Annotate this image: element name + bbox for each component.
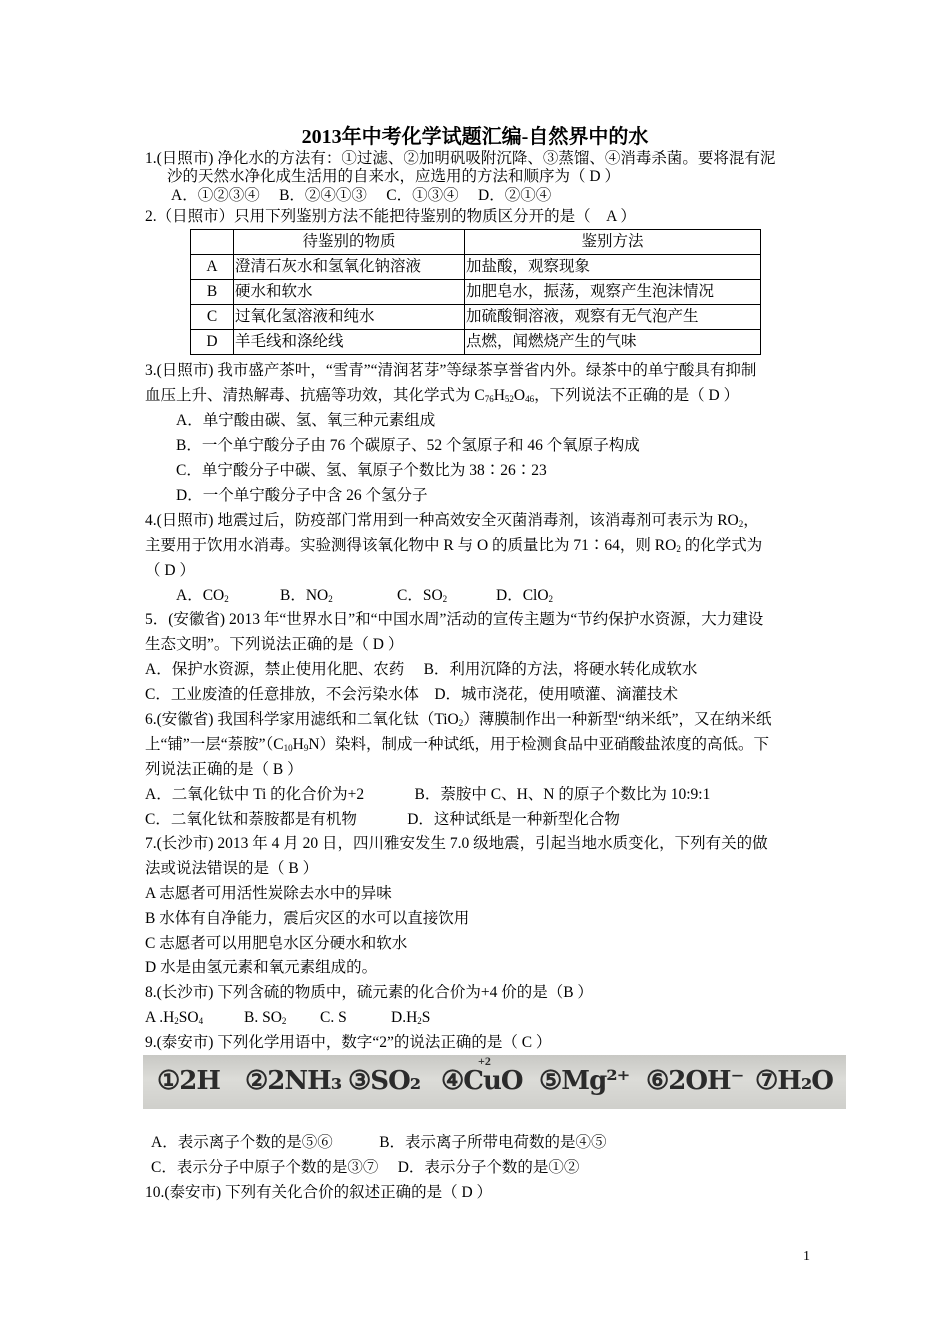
table-row <box>191 255 761 280</box>
row-label: C <box>191 305 234 330</box>
formula-1: ①2H <box>157 1066 220 1096</box>
q1-line-1: 1.(日照市) 净化水的方法有：①过滤、②加明矾吸附沉降、③蒸馏、④消毒杀菌。要将混有泥 <box>145 150 776 167</box>
q3-option-c: C．单宁酸分子中碳、氢、氧原子个数比为 38∶26∶23 <box>176 462 547 479</box>
q3-option-d: D．一个单宁酸分子中含 26 个氢分子 <box>176 487 428 504</box>
q4-line-2: 主要用于饮用水消毒。实验测得该氧化物中 R 与 O 的质量比为 71∶64，则 $RO_2$ 的化学式为 <box>145 537 763 554</box>
q9-options-line-2: C．表示分子中原子个数的是③⑦ D．表示分子个数的是①② <box>151 1159 580 1176</box>
q9-options-line-1: A．表示离子个数的是⑤⑥ B．表示离子所带电荷数的是④⑤ <box>151 1134 607 1151</box>
table-row <box>191 305 761 330</box>
q4-option-c: C．$SO_2$ <box>397 587 448 604</box>
page-number: 1 <box>803 1249 810 1264</box>
row-substance: 羊毛线和涤纶线 <box>234 330 465 355</box>
q6-line-1: 6.(安徽省) 我国科学家用滤纸和二氧化钛（TiO$_2$）薄膜制作出一种新型“纳米纸”，又在纳米纸 <box>145 711 772 728</box>
q5-line-4: C．工业废渣的任意排放，不会污染水体 D．城市浇花，使用喷灌、滴灌技术 <box>145 686 679 703</box>
q4-line-3: （ D ） <box>145 562 195 579</box>
q2-stem: 2.（日照市）只用下列鉴别方法不能把待鉴别的物质区分开的是（ A ） <box>145 208 636 225</box>
q7-option-c: C 志愿者可以用肥皂水区分硬水和软水 <box>145 935 408 952</box>
q8-option-b: B. $SO_2$ <box>244 1009 287 1026</box>
document-title: 2013年中考化学试题汇编-自然界中的水 <box>301 126 649 148</box>
row-substance: 澄清石灰水和氢氧化钠溶液 <box>234 255 465 280</box>
q5-line-1: 5．(安徽省) 2013 年“世界水日”和“中国水周”活动的宣传主题为“节约保护水资源，大力建设 <box>145 611 764 628</box>
table-header-cell <box>191 230 234 255</box>
q7-line-1: 7.(长沙市) 2013 年 4 月 20 日，四川雅安发生 7.0 级地震，引起当地水质变化，下列有关的做 <box>145 835 768 852</box>
row-method: 加盐酸，观察现象 <box>465 255 761 280</box>
q4-option-a: A．$CO_2$ <box>176 587 229 604</box>
row-method: 点燃，闻燃烧产生的气味 <box>465 330 761 355</box>
q6-line-4: A．二氧化钛中 Ti 的化合价为+2 B．萘胺中 C、H、N 的原子个数比为 10:9:1 <box>145 786 711 803</box>
q7-line-2: 法或说法错误的是（ B ） <box>145 860 319 877</box>
q8-option-a: A $.H_2SO_4$ <box>145 1009 204 1026</box>
row-substance: 硬水和软水 <box>234 280 465 305</box>
q9-formula-image <box>143 1055 846 1109</box>
table-header-row <box>191 230 761 255</box>
q6-line-3: 列说法正确的是（ B ） <box>145 761 303 778</box>
formula-2: ②2NH₃ <box>245 1066 342 1096</box>
q4-option-d: D．ClO$_2$ <box>496 587 554 604</box>
q8-option-c: C. S <box>320 1009 347 1026</box>
q2-table <box>190 229 761 355</box>
q4-line-1: 4.(日照市) 地震过后，防疫部门常用到一种高效安全灭菌消毒剂，该消毒剂可表示为 $RO_2$， <box>145 512 759 529</box>
q7-option-d: D 水是由氢元素和氧元素组成的。 <box>145 959 378 976</box>
q6-line-5: C．二氧化钛和萘胺都是有机物 D．这种试纸是一种新型化合物 <box>145 811 620 828</box>
q3-option-a: A．单宁酸由碳、氢、氧三种元素组成 <box>176 412 436 429</box>
row-method: 加肥皂水，振荡，观察产生泡沫情况 <box>465 280 761 305</box>
q8-option-d: $D.H_2S$ <box>391 1009 431 1026</box>
table-row <box>191 280 761 305</box>
q8-stem: 8.(长沙市) 下列含硫的物质中，硫元素的化合价为+4 价的是（B ） <box>145 984 593 1001</box>
table-header-cell: 鉴别方法 <box>465 230 761 255</box>
row-method: 加硫酸铜溶液，观察有无气泡产生 <box>465 305 761 330</box>
q10-stem: 10.(泰安市) 下列有关化合价的叙述正确的是（ D ） <box>145 1184 493 1201</box>
formula-4: ④CuO <box>441 1066 523 1096</box>
q3-line-1: 3.(日照市) 我市盛产茶叶，“雪青”“清润茗芽”等绿茶享誉省内外。绿茶中的单宁酸具有抑制 <box>145 362 757 379</box>
formula-6: ⑥2OH⁻ <box>646 1066 744 1096</box>
q4-option-b: B．$NO_2$ <box>280 587 333 604</box>
q1-options: A．①②③④ B．②④①③ C．①③④ D．②①④ <box>171 187 552 204</box>
row-label: D <box>191 330 234 355</box>
q7-option-b: B 水体有自净能力，震后灾区的水可以直接饮用 <box>145 910 470 927</box>
q1-line-2: 沙的天然水净化成生活用的自来水，应选用的方法和顺序为（ D ） <box>167 168 620 185</box>
table-row <box>191 330 761 355</box>
q3-option-b: B．一个单宁酸分子由 76 个碳原子、52 个氢原子和 46 个氧原子构成 <box>176 437 640 454</box>
formula-7: ⑦H₂O <box>755 1066 833 1096</box>
q9-stem: 9.(泰安市) 下列化学用语中，数字“2”的说法正确的是（ C ） <box>145 1034 552 1051</box>
q6-line-2: 上“铺”一层“萘胺$”(C_{10}H_9N)$染料，制成一种试纸，用于检测食品中亚硝酸盐浓度的高低。下 <box>145 736 770 753</box>
row-label: B <box>191 280 234 305</box>
q5-line-2: 生态文明”。下列说法正确的是（ D ） <box>145 636 404 653</box>
formula-3: ③SO₂ <box>348 1066 421 1096</box>
q7-option-a: A 志愿者可用活性炭除去水中的异味 <box>145 885 392 902</box>
formula-5: ⑤Mg²⁺ <box>539 1066 630 1096</box>
cuo-charge: +2 <box>478 1054 491 1068</box>
row-label: A <box>191 255 234 280</box>
table-header-cell: 待鉴别的物质 <box>234 230 465 255</box>
row-substance: 过氧化氢溶液和纯水 <box>234 305 465 330</box>
q5-line-3: A．保护水资源，禁止使用化肥、农药 B．利用沉降的方法，将硬水转化成软水 <box>145 661 698 678</box>
q3-line-2: 血压上升、清热解毒、抗癌等功效，其化学式为 $C_{76}H_{52}O_{46}$，下列说法不正确的是（ D ） <box>145 387 740 404</box>
